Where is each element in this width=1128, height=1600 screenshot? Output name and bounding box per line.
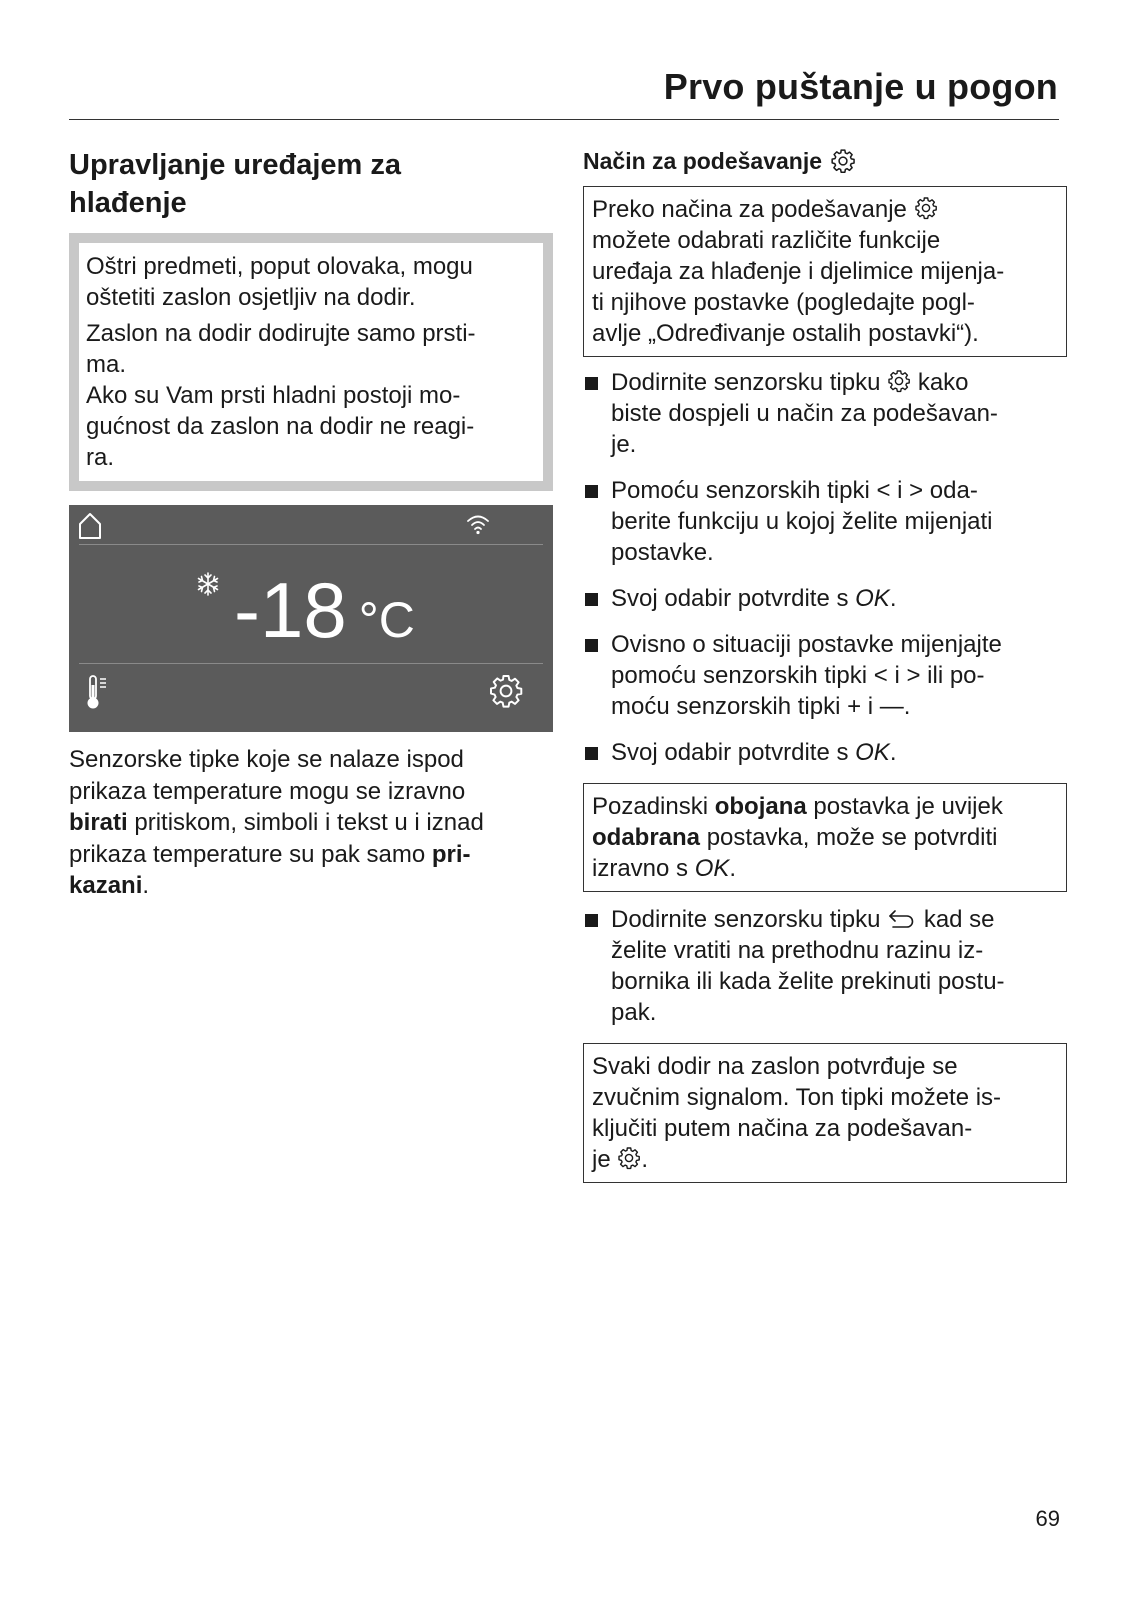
- bullet-square-icon: [585, 639, 598, 652]
- steps-list: [583, 367, 1067, 768]
- ok-key-text: OK: [855, 739, 890, 766]
- list-line: je.: [611, 431, 637, 458]
- text-run: Svoj odabir potvrdite s: [611, 585, 856, 612]
- section-heading-line: Upravljanje uređajem za: [69, 149, 402, 181]
- warning-line: gućnost da zaslon na dodir ne reagi-: [86, 413, 475, 440]
- bold-text: kazani: [69, 872, 143, 899]
- list-line: berite funkciju u kojoj želite mijenjati: [611, 508, 993, 535]
- sensor-keys-paragraph: [69, 744, 553, 902]
- warning-line: ra.: [86, 444, 115, 471]
- highlight-note-box: [583, 783, 1067, 892]
- header-rule: [69, 119, 1059, 120]
- warning-line: Ako su Vam prsti hladni postoji mo-: [86, 382, 461, 409]
- list-item: [583, 904, 1067, 1028]
- warning-line: Oštri predmeti, poput olovaka, mogu: [86, 253, 473, 280]
- section-heading-line: hlađenje: [69, 187, 187, 219]
- bullet-square-icon: [585, 485, 598, 498]
- settings-mode-heading: [583, 146, 1067, 176]
- text-run: Preko načina za podešavanje: [592, 196, 907, 223]
- bullet-square-icon: [585, 914, 598, 927]
- list-item: [583, 737, 1067, 768]
- bold-text: obojana: [714, 793, 807, 820]
- note-line: avlje „Određivanje ostalih postavki“).: [592, 320, 979, 347]
- text-run: kako: [917, 369, 969, 396]
- paragraph-line: [69, 870, 553, 902]
- home-icon: [77, 511, 103, 541]
- gear-icon: [617, 1146, 641, 1170]
- steps-list-back: [583, 904, 1067, 1028]
- list-line: želite vratiti na prethodnu razinu iz-: [611, 937, 984, 964]
- heading-text: Način za podešavanje: [583, 148, 823, 174]
- paragraph-line: prikaza temperature mogu se izravno: [69, 777, 466, 805]
- list-line: [611, 737, 1067, 768]
- list-line: postavke.: [611, 539, 714, 566]
- text-run: Dodirnite senzorsku tipku: [611, 369, 881, 396]
- text-run: Dodirnite senzorsku tipku: [611, 906, 881, 933]
- display-separator: [79, 544, 543, 545]
- sound-note-box: [583, 1043, 1067, 1183]
- text-run: .: [641, 1146, 649, 1173]
- wifi-icon: [465, 513, 491, 535]
- bold-text: odabrana: [592, 824, 701, 851]
- list-line: Pomoću senzorskih tipki < i > oda-: [611, 477, 978, 504]
- warning-line: oštetiti zaslon osjetljiv na dodir.: [86, 284, 416, 311]
- list-line: moću senzorskih tipki + i —.: [611, 693, 911, 720]
- section-heading: [69, 146, 553, 222]
- bold-text: pri-: [431, 840, 471, 868]
- settings-intro-box: [583, 186, 1067, 357]
- warning-line: Zaslon na dodir dodirujte samo prsti-: [86, 320, 476, 347]
- warning-line: ma.: [86, 351, 127, 378]
- list-line: [611, 583, 1067, 614]
- gear-icon: [488, 673, 524, 709]
- bold-text: birati: [69, 809, 128, 836]
- list-line: pomoću senzorskih tipki < i > ili po-: [611, 662, 985, 689]
- temperature-unit: °C: [358, 592, 415, 648]
- note-line: [592, 791, 1058, 822]
- back-arrow-icon: [887, 908, 917, 930]
- text-run: prikaza temperature su pak samo: [69, 840, 432, 868]
- note-line: Svaki dodir na zaslon potvrđuje se: [592, 1053, 958, 1080]
- note-line: možete odabrati različite funkcije: [592, 227, 941, 254]
- note-line: [592, 822, 1058, 853]
- text-run: .: [889, 739, 897, 766]
- note-line: [592, 853, 1058, 884]
- gear-icon: [887, 369, 911, 393]
- list-item: [583, 629, 1067, 722]
- gear-icon: [914, 196, 938, 220]
- display-separator: [79, 663, 543, 664]
- snowflake-icon: [195, 571, 221, 597]
- text-run: .: [729, 855, 737, 882]
- list-line: pak.: [611, 999, 657, 1026]
- thermometer-icon: [81, 673, 111, 711]
- list-line: [611, 367, 1067, 398]
- bullet-square-icon: [585, 593, 598, 606]
- text-run: .: [889, 585, 897, 612]
- warning-content: [79, 243, 543, 481]
- paragraph-line: [69, 807, 553, 839]
- gear-icon: [830, 148, 856, 174]
- temperature-readout: [234, 566, 415, 654]
- note-line: [592, 194, 1058, 225]
- text-run: postavka je uvijek: [806, 793, 1003, 820]
- text-run: postavka, može se potvrditi: [700, 824, 998, 851]
- bullet-square-icon: [585, 377, 598, 390]
- page-number: 69: [1035, 1506, 1060, 1531]
- page-header-title: Prvo puštanje u pogon: [663, 66, 1058, 107]
- warning-paragraph: [86, 251, 535, 313]
- text-run: pritiskom, simboli i tekst u i iznad: [127, 809, 484, 836]
- text-run: Svoj odabir potvrdite s: [611, 739, 856, 766]
- note-line: zvučnim signalom. Ton tipki možete is-: [592, 1084, 1002, 1111]
- note-line: ključiti putem načina za podešavan-: [592, 1115, 973, 1142]
- list-line: biste dospjeli u način za podešavan-: [611, 400, 998, 427]
- list-item: [583, 583, 1067, 614]
- text-run: Pozadinski: [592, 793, 715, 820]
- list-line: bornika ili kada želite prekinuti postu-: [611, 968, 1005, 995]
- warning-box: [69, 233, 553, 491]
- ok-key-text: OK: [855, 585, 890, 612]
- note-line: [592, 1144, 1058, 1175]
- bullet-square-icon: [585, 747, 598, 760]
- text-run: je: [592, 1146, 611, 1173]
- temperature-display-illustration: [69, 505, 553, 732]
- text-run: kad se: [923, 906, 995, 933]
- warning-paragraph: [86, 318, 535, 473]
- list-line: Ovisno o situaciji postavke mijenjajte: [611, 631, 1002, 658]
- text-run: izravno s: [592, 855, 695, 882]
- list-item: [583, 367, 1067, 460]
- ok-key-text: OK: [694, 855, 730, 882]
- note-line: uređaja za hlađenje i djelimice mijenja-: [592, 258, 1005, 285]
- list-item: [583, 475, 1067, 568]
- list-line: [611, 904, 1067, 935]
- temperature-value: -18: [234, 566, 347, 654]
- paragraph-line: [69, 839, 553, 871]
- right-column: [583, 146, 1067, 1183]
- text-run: .: [142, 872, 150, 899]
- left-column: [69, 146, 553, 902]
- note-line: ti njihove postavke (pogledajte pogl-: [592, 289, 975, 316]
- paragraph-line: Senzorske tipke koje se nalaze ispod: [69, 746, 464, 773]
